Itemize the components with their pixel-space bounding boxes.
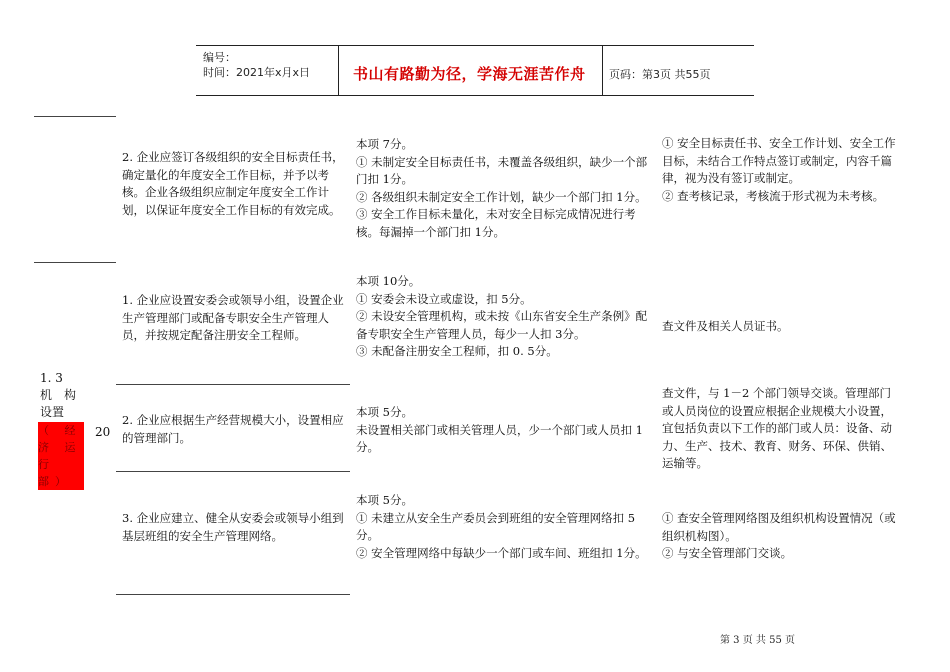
- method-cell: [662, 135, 900, 205]
- time-label: 时间：2021年x月x日: [203, 66, 311, 79]
- scoring-line: ① 未建立从安全生产委员会到班组的安全管理网络扣 5分。: [356, 510, 636, 542]
- rule-section-mid: [34, 262, 116, 263]
- scoring-line: 本项 7分。: [356, 137, 413, 151]
- scoring-line: ① 安委会未设立或虚设，扣 5分。: [356, 291, 532, 306]
- red-note-line: （ 经: [38, 424, 82, 437]
- scoring-line: ③ 安全工作目标未量化，未对安全目标完成情况进行考核。每漏掉一个部门扣 1分。: [356, 207, 636, 239]
- scoring-line: 本项 10分。: [356, 274, 421, 288]
- requirement-text: 2. 企业应根据生产经营规模大小，设置相应的管理部门。: [122, 413, 344, 445]
- method-line: ① 安全目标责任书、安全工作计划、安全工作目标，未结合工作特点签订或制定，内容千篇律，视为没有签订或制定。: [662, 136, 896, 185]
- scoring-line: ② 安全管理网络中每缺少一个部门或车间、班组扣 1分。: [356, 545, 647, 560]
- method-line: 查文件及相关人员证书。: [662, 319, 789, 333]
- scoring-line: ② 各级组织未制定安全工作计划，缺少一个部门扣 1分。: [356, 189, 647, 204]
- scoring-cell: [356, 273, 652, 361]
- method-cell: [662, 510, 900, 563]
- requirement-cell: [122, 292, 348, 345]
- method-cell: [662, 318, 900, 336]
- serial-label: 编号：: [203, 51, 236, 64]
- scoring-line: 未设置相关部门或相关管理人员，少一个部门或人员扣 1分。: [356, 422, 643, 454]
- motto-text: 书山有路勤为径，学海无涯苦作舟: [353, 65, 586, 83]
- method-line: ② 与安全管理部门交谈。: [662, 546, 793, 560]
- page-footer: 第 3 页 共 55 页: [720, 635, 795, 646]
- requirement-text: 2. 企业应签订各级组织的安全目标责任书，确定量化的年度安全工作目标，并予以考核。企业各级组织应制定年度安全工作计划，以保证年度安全工作目标的有效完成。: [122, 150, 344, 217]
- scoring-line: ① 未制定安全目标责任书，未覆盖各级组织，缺少一个部门扣 1分。: [356, 154, 648, 186]
- scoring-line: 本项 5分。: [356, 405, 413, 419]
- rule-row3-bottom: [116, 471, 350, 472]
- red-highlight-note: [38, 422, 84, 490]
- section-title-line2: 设置: [40, 405, 65, 419]
- page-label: 页码：第3页 共55页: [609, 68, 711, 81]
- header-top-border: [196, 45, 754, 46]
- requirement-cell: [122, 412, 348, 447]
- section-score: 20: [95, 425, 111, 439]
- scoring-line: ② 未设安全管理机构，或未按《山东省安全生产条例》配备专职安全生产管理人员，每少一人扣 3分。: [356, 309, 648, 341]
- red-note-line: 济 运: [38, 441, 82, 454]
- red-note-line: 行: [38, 458, 55, 471]
- header-divider-left: [338, 45, 339, 96]
- header-divider-right: [602, 45, 603, 96]
- rule-row4-bottom: [116, 594, 350, 595]
- scoring-cell: [356, 136, 652, 241]
- section-number: 1. 3: [40, 371, 63, 385]
- section-title-line1: 机 构: [40, 388, 77, 402]
- requirement-cell: [122, 510, 348, 545]
- scoring-cell: [356, 404, 652, 457]
- requirement-cell: [122, 149, 348, 219]
- method-line: ① 查安全管理网络图及组织机构设置情况（或组织机构图）。: [662, 511, 896, 543]
- method-line: ② 查考核记录，考核流于形式视为未考核。: [662, 188, 885, 203]
- red-note-line: 部）: [38, 475, 72, 488]
- rule-row2-bottom: [116, 384, 350, 385]
- scoring-line: 本项 5分。: [356, 493, 413, 507]
- requirement-text: 1. 企业应设置安委会或领导小组，设置企业生产管理部门或配备专职安全生产管理人员，并按规定配备注册安全工程师。: [122, 293, 344, 342]
- rule-section-top: [34, 116, 116, 117]
- scoring-cell: [356, 492, 652, 562]
- method-cell: [662, 385, 900, 473]
- header-bottom-border: [196, 95, 754, 96]
- method-line: 查文件，与 1－2 个部门领导交谈。管理部门或人员岗位的设置应根据企业规模大小设置，宜包括负责以下工作的部门或人员：设备、动力、生产、技术、教育、财务、环保、供销、运输等。: [662, 386, 892, 470]
- requirement-text: 3. 企业应建立、健全从安委会或领导小组到基层班组的安全生产管理网络。: [122, 511, 344, 543]
- scoring-line: ③ 未配备注册安全工程师，扣 0. 5分。: [356, 344, 558, 358]
